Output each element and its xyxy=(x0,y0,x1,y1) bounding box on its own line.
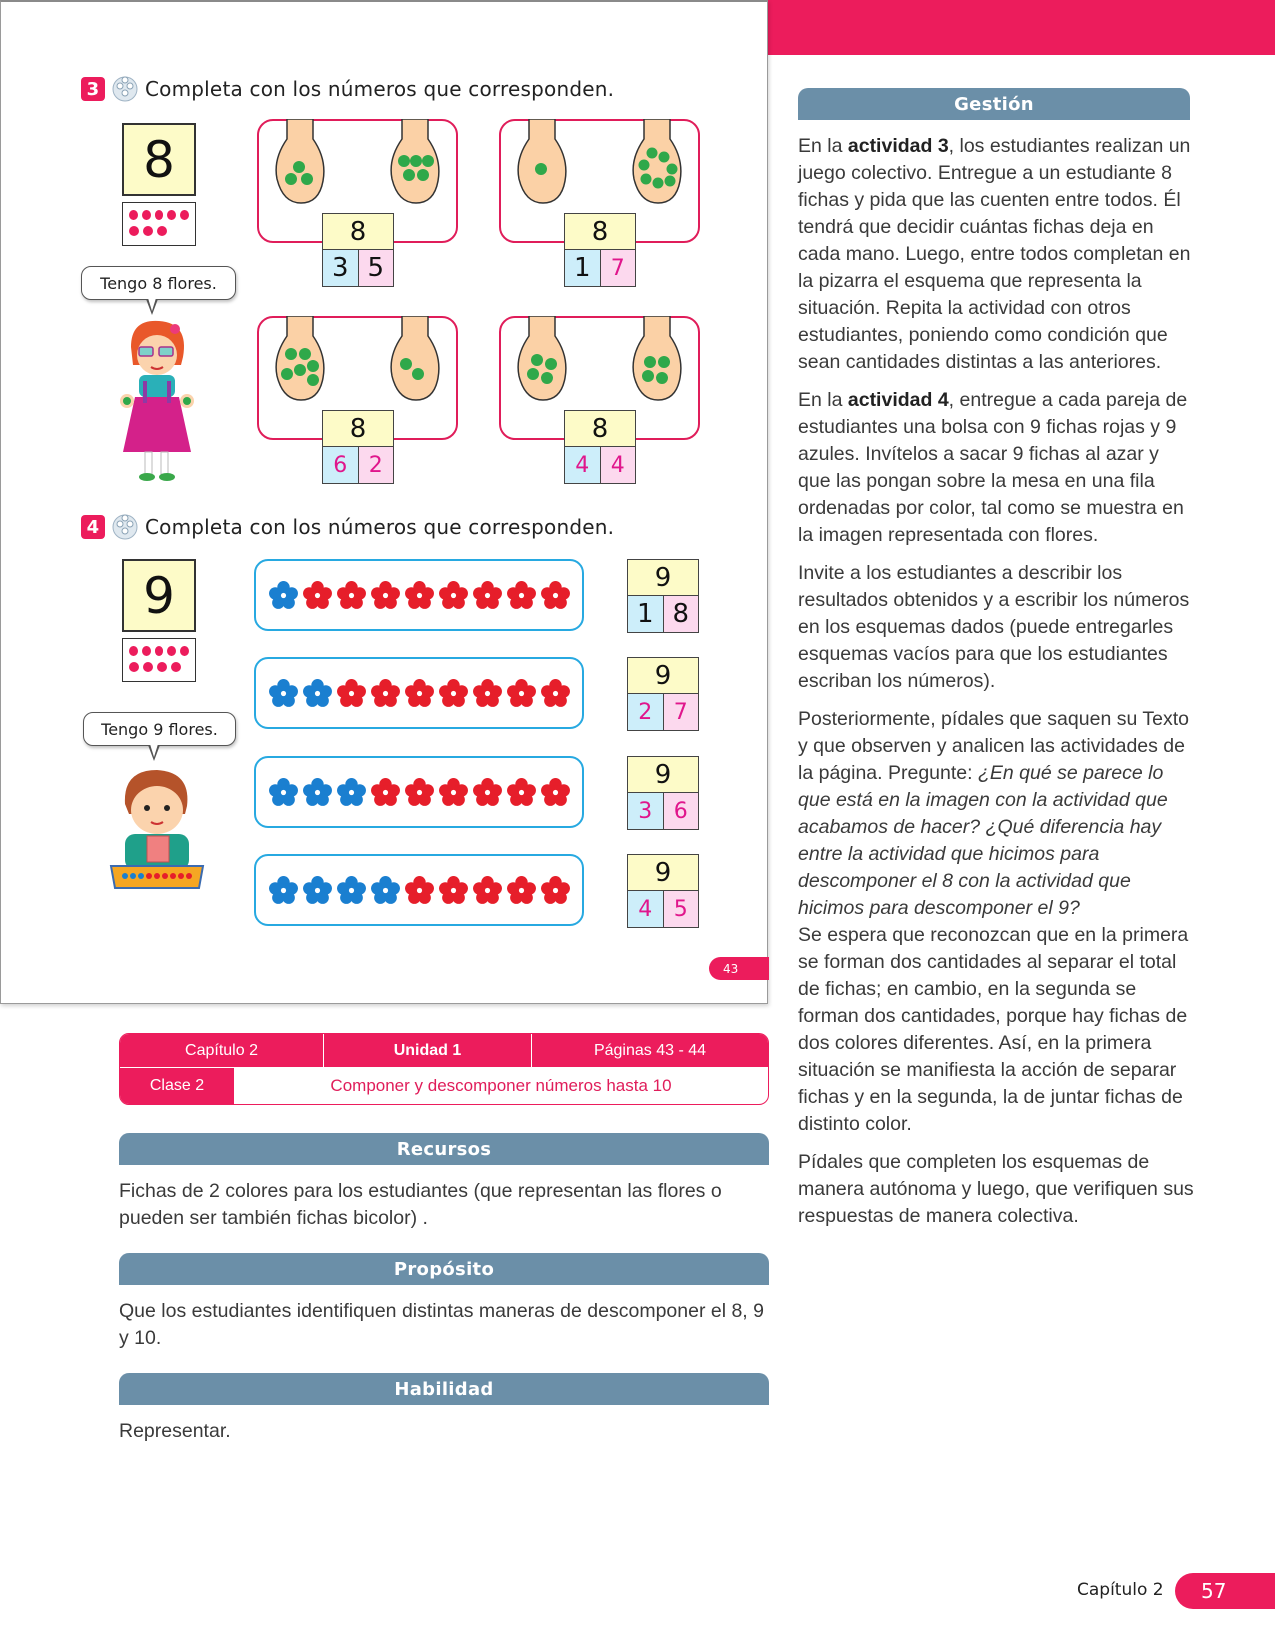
red-flower-icon xyxy=(370,678,401,709)
blue-flower-icon xyxy=(336,875,367,906)
flower-row-2 xyxy=(254,657,584,729)
scheme-total: 9 xyxy=(628,757,698,793)
blue-flower-icon xyxy=(268,875,299,906)
scheme-part-left[interactable]: 2 xyxy=(628,694,664,730)
right-hand-icon xyxy=(384,316,446,402)
scheme-part-right[interactable]: 7 xyxy=(664,694,699,730)
scheme-part-left[interactable]: 1 xyxy=(628,596,664,632)
number-scheme xyxy=(627,559,699,633)
girl-illustration xyxy=(111,317,201,487)
habilidad-header: Habilidad xyxy=(119,1373,769,1405)
blue-flower-icon xyxy=(302,875,333,906)
scheme-total: 8 xyxy=(323,214,393,250)
red-flower-icon xyxy=(438,678,469,709)
red-flower-icon xyxy=(404,875,435,906)
gestion-paragraph-4: Posteriormente, pídales que saquen su Texto y que observen y analicen las actividades de la página. Pregunte: ¿En qué se parece lo que está en la imagen con la actividad que acabamos de hacer? ¿Qué diferencia hay entre la actividad que hicimos para descomponer el 8 con la actividad que hicimos para descomponer el 9? Se espera que reconozcan que en la primera se forman dos cantidades al separar el total de fichas; en cambio, en la segunda se forman dos cantidades, porque hay fichas de dos colores diferentes. Así, en la primera situación se manifiesta la acción de separar fichas y en la segunda, la de juntar fichas de distinto color. xyxy=(798,708,1189,1135)
red-flower-icon xyxy=(404,777,435,808)
pages-label: Páginas 43 - 44 xyxy=(593,1041,707,1059)
scheme-part-right[interactable]: 5 xyxy=(664,891,699,927)
proposito-text: Que los estudiantes identifiquen distintas maneras de descomponer el 8, 9 y 10. xyxy=(119,1300,764,1349)
scheme-part-right[interactable]: 5 xyxy=(359,250,394,286)
scheme-part-left[interactable]: 3 xyxy=(628,793,664,829)
scheme-total: 8 xyxy=(323,411,393,447)
flower-row-1 xyxy=(254,559,584,631)
class-label: Clase 2 xyxy=(120,1068,234,1104)
red-flower-icon xyxy=(370,777,401,808)
header-color-bar xyxy=(768,0,1275,55)
group-work-icon xyxy=(111,513,139,541)
red-flower-icon xyxy=(540,678,571,709)
activity-number-badge: 4 xyxy=(81,515,105,539)
scheme-part-left[interactable]: 1 xyxy=(565,250,601,286)
number-card-8: 8 xyxy=(122,123,196,196)
red-flower-icon xyxy=(540,580,571,611)
right-hand-icon xyxy=(626,316,688,402)
scheme-total: 8 xyxy=(565,411,635,447)
red-flower-icon xyxy=(540,875,571,906)
recursos-text: Fichas de 2 colores para los estudiantes (que representan las flores o pueden ser también fichas bicolor) . xyxy=(119,1180,722,1229)
scheme-part-left[interactable]: 6 xyxy=(323,447,359,483)
student-textbook-page xyxy=(0,0,768,1004)
speech-bubble xyxy=(83,712,236,746)
gestion-body xyxy=(798,133,1194,1241)
footer-page-number: 57 xyxy=(1175,1573,1275,1609)
red-flower-icon xyxy=(506,678,537,709)
red-flower-icon xyxy=(472,678,503,709)
red-flower-icon xyxy=(302,580,333,611)
right-hand-icon xyxy=(384,119,446,205)
blue-flower-icon xyxy=(268,580,299,611)
scheme-part-right[interactable]: 2 xyxy=(359,447,394,483)
blue-flower-icon xyxy=(268,678,299,709)
number-scheme xyxy=(627,854,699,928)
activity-instruction: Completa con los números que corresponden. xyxy=(145,77,615,101)
recursos-header: Recursos xyxy=(119,1133,769,1165)
activity-number-badge: 3 xyxy=(81,77,105,101)
red-flower-icon xyxy=(506,580,537,611)
scheme-part-left[interactable]: 3 xyxy=(323,250,359,286)
number-scheme xyxy=(322,213,394,287)
blue-flower-icon xyxy=(268,777,299,808)
unit-label: Unidad 1 xyxy=(324,1034,532,1067)
left-hand-icon xyxy=(269,316,331,402)
activity-3-title xyxy=(81,75,614,103)
left-hand-icon xyxy=(511,119,573,205)
right-hand-icon xyxy=(626,119,688,205)
flower-row-3 xyxy=(254,756,584,828)
left-hand-icon xyxy=(511,316,573,402)
red-flower-icon xyxy=(404,580,435,611)
scheme-part-right[interactable]: 8 xyxy=(664,596,699,632)
number-card-9: 9 xyxy=(122,559,196,632)
blue-flower-icon xyxy=(302,777,333,808)
class-topic: Componer y descomponer números hasta 10 xyxy=(330,1076,672,1095)
chapter-label: Capítulo 2 xyxy=(120,1034,324,1067)
red-flower-icon xyxy=(336,580,367,611)
red-flower-icon xyxy=(506,875,537,906)
red-flower-icon xyxy=(472,875,503,906)
red-flower-icon xyxy=(438,875,469,906)
blue-flower-icon xyxy=(370,875,401,906)
class-info-table xyxy=(119,1033,769,1105)
gestion-header: Gestión xyxy=(798,88,1190,120)
scheme-total: 9 xyxy=(628,560,698,596)
red-flower-icon xyxy=(438,777,469,808)
gestion-paragraph-3: Invite a los estudiantes a describir los resultados obtenidos y a escribir los números en los esquemas dados (puede entregarles esquemas vacíos para que los estudiantes escriban los números). xyxy=(798,562,1190,692)
red-flower-icon xyxy=(472,777,503,808)
scheme-part-left[interactable]: 4 xyxy=(565,447,601,483)
gestion-paragraph-1: En la actividad 3, los estudiantes realizan un juego colectivo. Entregue a un estudiante 8 fichas y pida que las cuenten entre todos. Él tendrá que decidir cuántas fichas deja en cada mano. Luego, entre todos completan en la pizarra el esquema que representa la situación. Repita la actividad con otros estudiantes, poniendo como condición que sean cantidades distintas a las anteriores. xyxy=(798,135,1191,373)
habilidad-text: Representar. xyxy=(119,1420,231,1442)
red-flower-icon xyxy=(438,580,469,611)
footer-chapter: Capítulo 2 xyxy=(1077,1580,1164,1600)
gestion-paragraph-2: En la actividad 4, entregue a cada pareja de estudiantes una bolsa con 9 fichas rojas y 9 azules. Invítelos a sacar 9 fichas al azar y que las pongan sobre la mesa en una fila ordenadas por color, tal como se muestra en la imagen representada con flores. xyxy=(798,389,1188,546)
number-scheme xyxy=(564,213,636,287)
red-flower-icon xyxy=(404,678,435,709)
red-flower-icon xyxy=(336,678,367,709)
left-hand-icon xyxy=(269,119,331,205)
scheme-part-right[interactable]: 6 xyxy=(664,793,699,829)
blue-flower-icon xyxy=(336,777,367,808)
speech-bubble xyxy=(81,266,236,300)
number-scheme xyxy=(564,410,636,484)
blue-flower-icon xyxy=(302,678,333,709)
scheme-total: 9 xyxy=(628,855,698,891)
boy-illustration xyxy=(107,764,207,899)
gestion-paragraph-5: Pídales que completen los esquemas de manera autónoma y luego, que verifiquen sus respuestas de manera colectiva. xyxy=(798,1151,1194,1227)
dot-card-9 xyxy=(122,638,196,682)
scheme-part-right[interactable]: 4 xyxy=(601,447,636,483)
proposito-header: Propósito xyxy=(119,1253,769,1285)
activity-instruction: Completa con los números que corresponden. xyxy=(145,515,615,539)
number-scheme xyxy=(627,756,699,830)
number-scheme xyxy=(322,410,394,484)
scheme-part-left[interactable]: 4 xyxy=(628,891,664,927)
red-flower-icon xyxy=(540,777,571,808)
scheme-total: 8 xyxy=(565,214,635,250)
red-flower-icon xyxy=(506,777,537,808)
speech-text: Tengo 9 flores. xyxy=(101,719,218,739)
red-flower-icon xyxy=(472,580,503,611)
scheme-total: 9 xyxy=(628,658,698,694)
activity-4-title xyxy=(81,513,614,541)
student-page-number: 43 xyxy=(709,957,769,980)
group-work-icon xyxy=(111,75,139,103)
red-flower-icon xyxy=(370,580,401,611)
speech-text: Tengo 8 flores. xyxy=(100,273,217,293)
scheme-part-right[interactable]: 7 xyxy=(601,250,636,286)
flower-row-4 xyxy=(254,854,584,926)
dot-card-8 xyxy=(122,202,196,246)
number-scheme xyxy=(627,657,699,731)
